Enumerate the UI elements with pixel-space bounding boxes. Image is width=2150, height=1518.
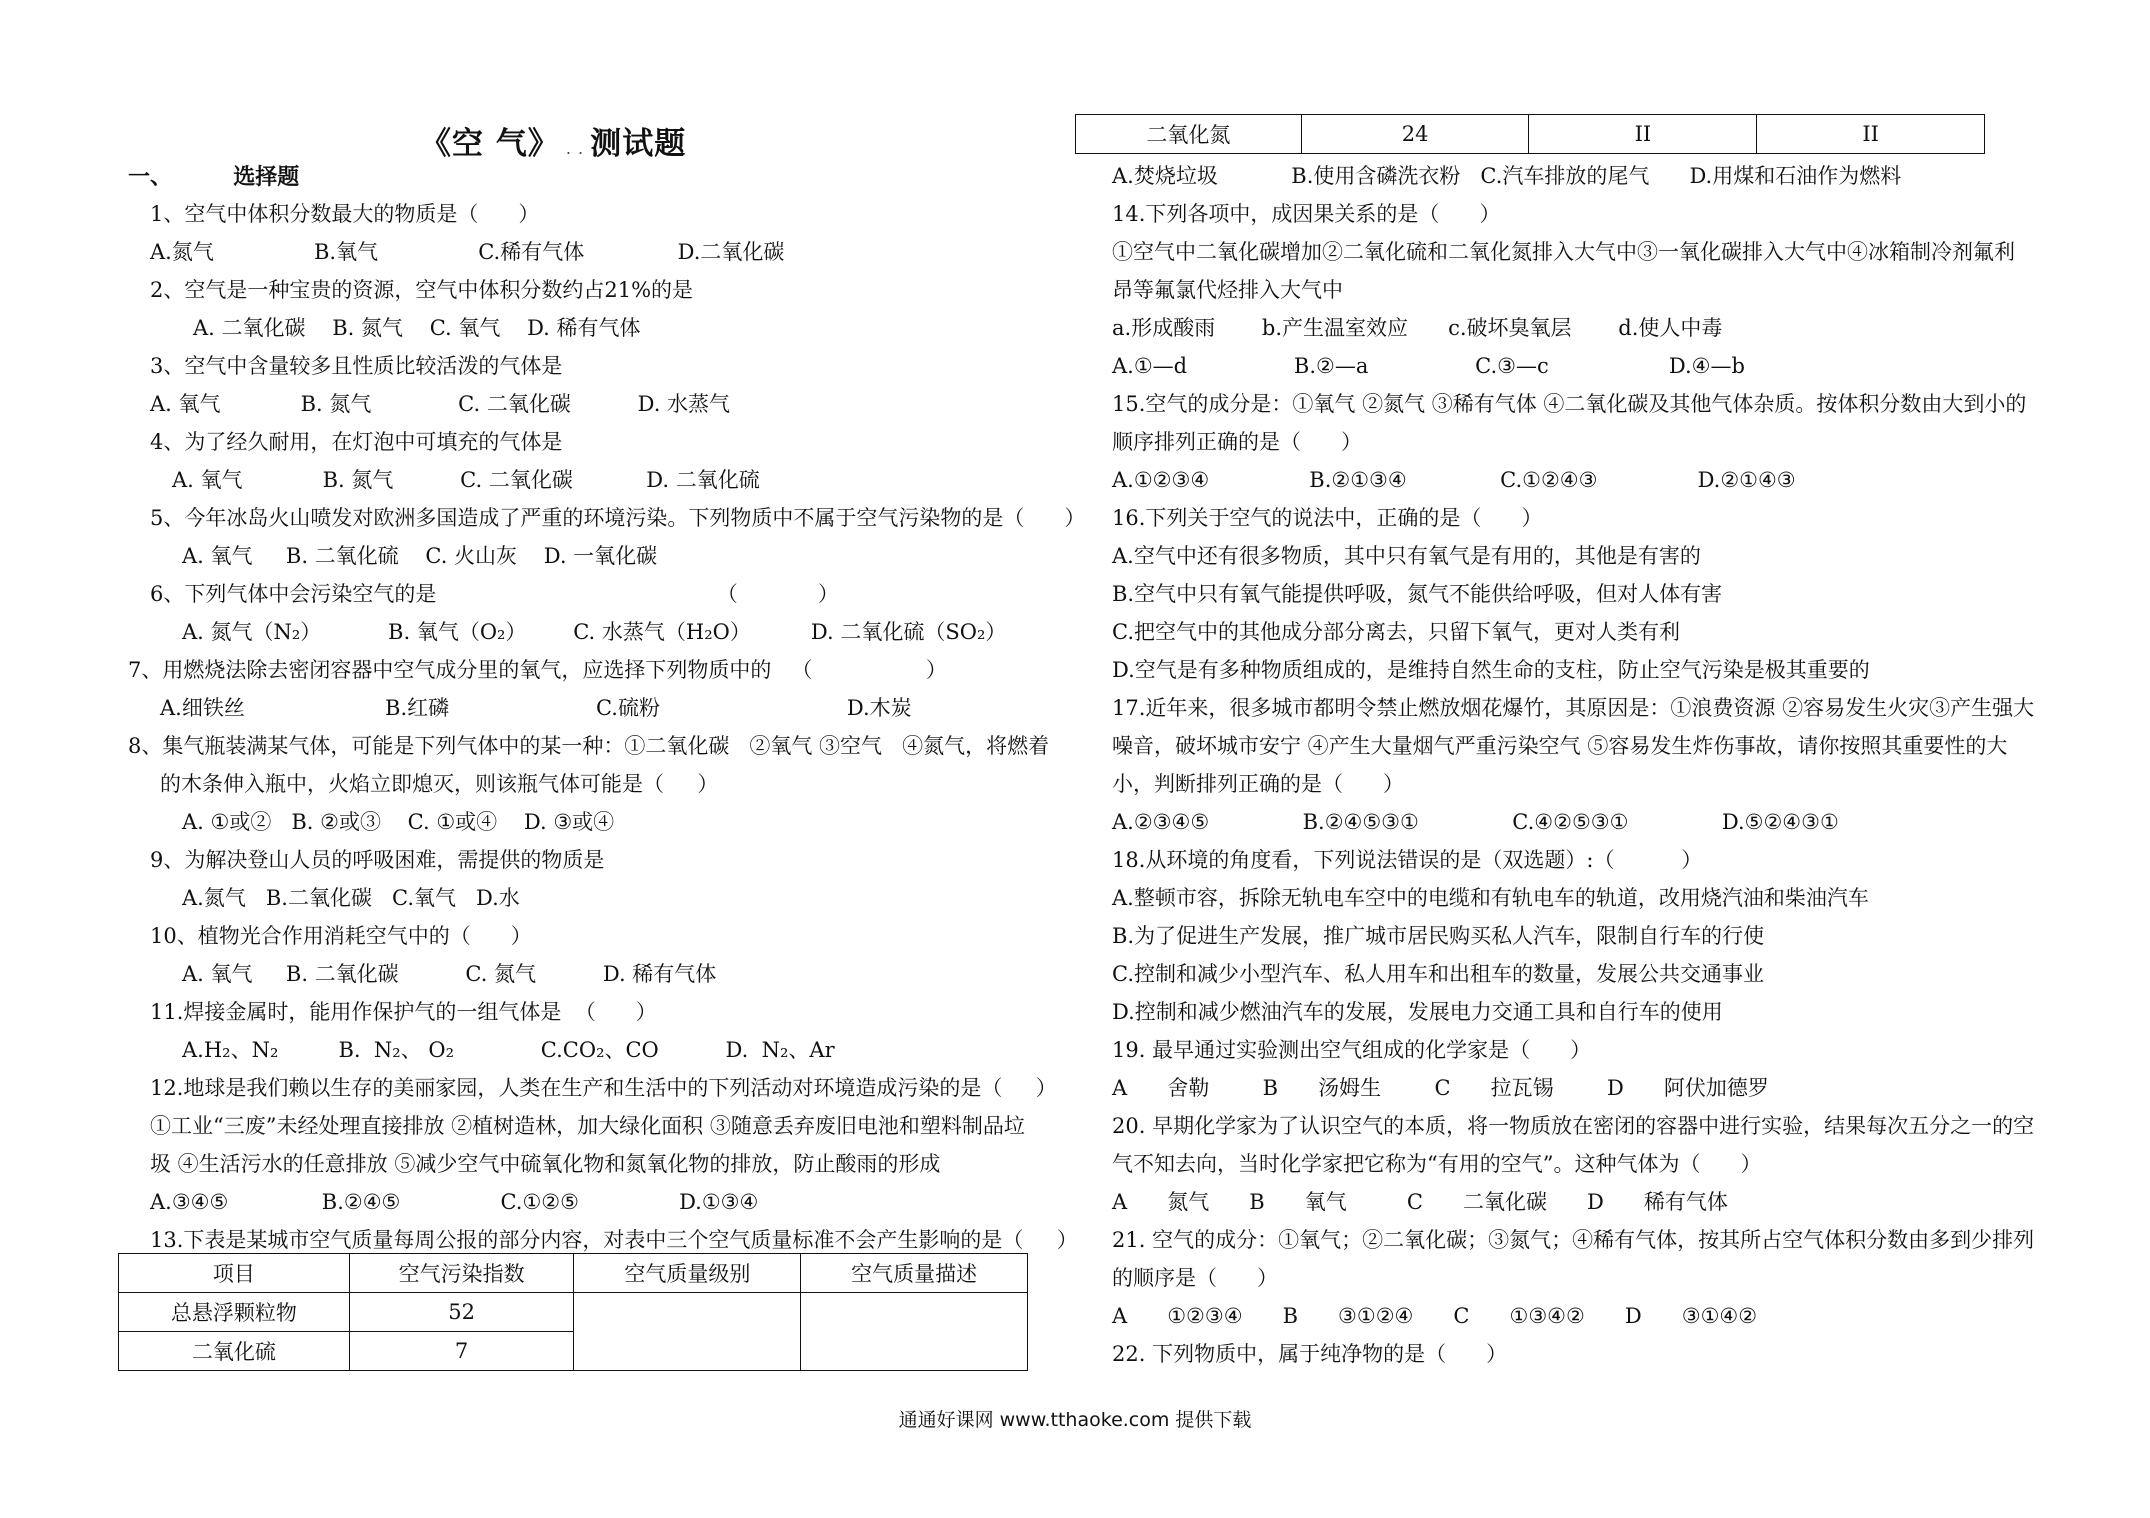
question-18-option-b: B.为了促进生产发展，推广城市居民购买私人汽车，限制自行车的行使	[1112, 924, 1765, 948]
table-header-cell: 项目	[119, 1254, 350, 1293]
table-row	[119, 1293, 1028, 1332]
question-12: 12.地球是我们赖以生存的美丽家园，人类在生产和生活中的下列活动对环境造成污染的是（ ）	[150, 1076, 1057, 1100]
question-20: 20. 早期化学家为了认识空气的本质，将一物质放在密闭的容器中进行实验，结果每次五分之一的空	[1112, 1114, 2035, 1138]
table-cell: II	[1529, 115, 1757, 154]
question-20-cont: 气不知去向，当时化学家把它称为“有用的空气”。这种气体为（ ）	[1112, 1152, 1762, 1176]
question-16-option-a: A.空气中还有很多物质，其中只有氧气是有用的，其他是有害的	[1112, 544, 1701, 568]
air-quality-table	[118, 1253, 1028, 1371]
question-3-options: A. 氧气 B. 氮气 C. 二氧化碳 D. 水蒸气	[150, 392, 731, 416]
table-header-cell: 空气质量级别	[574, 1254, 801, 1293]
question-2-options: A. 二氧化碳 B. 氮气 C. 氧气 D. 稀有气体	[193, 316, 641, 340]
question-17-cont-2: 小，判断排列正确的是（ ）	[1112, 772, 1405, 796]
question-18-option-c: C.控制和减少小型汽车、私人用车和出租车的数量，发展公共交通事业	[1112, 962, 1764, 986]
page-footer: 通通好课网 www.tthaoke.com 提供下载	[898, 1409, 1252, 1431]
question-5-options: A. 氧气 B. 二氧化硫 C. 火山灰 D. 一氧化碳	[182, 544, 658, 568]
question-9: 9、为解决登山人员的呼吸困难，需提供的物质是	[150, 848, 605, 872]
question-1: 1、空气中体积分数最大的物质是（ ）	[150, 202, 540, 226]
question-9-options: A.氮气 B.二氧化碳 C.氧气 D.水	[182, 886, 520, 910]
question-6: 6、下列气体中会污染空气的是 （ ）	[150, 582, 839, 606]
table-cell: 24	[1301, 115, 1529, 154]
question-16-option-b: B.空气中只有氧气能提供呼吸，氮气不能供给呼吸，但对人体有害	[1112, 582, 1723, 606]
table-cell: II	[1757, 115, 1985, 154]
question-15-cont: 顺序排列正确的是（ ）	[1112, 430, 1363, 454]
question-12-cont-1: ①工业“三废”未经处理直接排放 ②植树造林，加大绿化面积 ③随意丢弃废旧电池和塑料制品垃	[150, 1114, 1025, 1138]
table-cell: 52	[349, 1293, 574, 1332]
question-11-options: A.H₂、N₂ B. N₂、 O₂ C.CO₂、CO D. N₂、Ar	[182, 1038, 835, 1062]
question-3: 3、空气中含量较多且性质比较活泼的气体是	[150, 354, 563, 378]
table-cell: 二氧化氮	[1076, 115, 1302, 154]
table-cell: 7	[349, 1332, 574, 1371]
question-16-option-c: C.把空气中的其他成分部分离去，只留下氧气，更对人类有利	[1112, 620, 1680, 644]
question-17: 17.近年来，很多城市都明令禁止燃放烟花爆竹，其原因是：①浪费资源 ②容易发生火灾③产生强大	[1112, 696, 2035, 720]
title-rest: 测试题	[590, 126, 687, 162]
question-14-options: A.①—d B.②—a C.③—c D.④—b	[1112, 354, 1745, 378]
question-18-option-a: A.整顿市容，拆除无轨电车空中的电缆和有轨电车的轨道，改用烧汽油和柴油汽车	[1112, 886, 1869, 910]
table-header-row	[119, 1254, 1028, 1293]
question-12-options: A.③④⑤ B.②④⑤ C.①②⑤ D.①③④	[150, 1190, 759, 1214]
question-18-option-d: D.控制和减少燃油汽车的发展，发展电力交通工具和自行车的使用	[1112, 1000, 1723, 1024]
question-14-cont-2: 昂等氟氯代烃排入大气中	[1112, 278, 1343, 302]
question-10-options: A. 氧气 B. 二氧化碳 C. 氮气 D. 稀有气体	[182, 962, 717, 986]
question-6-options: A. 氮气（N₂） B. 氧气（O₂） C. 水蒸气（H₂O） D. 二氧化硫（SO₂）	[182, 620, 1007, 644]
question-16: 16.下列关于空气的说法中，正确的是（ ）	[1112, 506, 1543, 530]
title-dots: . .	[559, 139, 591, 158]
question-20-options: A 氮气 B 氧气 C 二氧化碳 D 稀有气体	[1112, 1190, 1728, 1214]
question-15-options: A.①②③④ B.②①③④ C.①②④③ D.②①④③	[1112, 468, 1796, 492]
question-12-cont-2: 圾 ④生活污水的任意排放 ⑤减少空气中硫氧化物和氮氧化物的排放，防止酸雨的形成	[150, 1152, 941, 1176]
table-cell	[801, 1293, 1028, 1371]
question-14-items: a.形成酸雨 b.产生温室效应 c.破坏臭氧层 d.使人中毒	[1112, 316, 1723, 340]
question-4-options: A. 氧气 B. 氮气 C. 二氧化碳 D. 二氧化硫	[172, 468, 760, 492]
question-17-cont-1: 噪音，破坏城市安宁 ④产生大量烟气严重污染空气 ⑤容易发生炸伤事故，请你按照其重要性的大	[1112, 734, 2008, 758]
question-14: 14.下列各项中，成因果关系的是（ ）	[1112, 202, 1501, 226]
question-13: 13.下表是某城市空气质量每周公报的部分内容，对表中三个空气质量标准不会产生影响的是（ ）	[150, 1228, 1078, 1252]
page-title	[420, 118, 686, 163]
table-cell	[574, 1293, 801, 1371]
question-1-options: A.氮气 B.氧气 C.稀有气体 D.二氧化碳	[150, 240, 785, 264]
title-main: 《空 气》	[420, 126, 560, 162]
question-11: 11.焊接金属时，能用作保护气的一组气体是 （ ）	[150, 1000, 657, 1024]
table-cell: 总悬浮颗粒物	[119, 1293, 350, 1332]
question-7-options: A.细铁丝 B.红磷 C.硫粉 D.木炭	[160, 696, 912, 720]
question-21-options: A ①②③④ B ③①②④ C ①③④② D ③①④②	[1112, 1304, 1758, 1328]
question-8: 8、集气瓶装满某气体，可能是下列气体中的某一种：①二氧化碳 ②氧气 ③空气 ④氮气，将燃着	[128, 734, 1050, 758]
table-header-cell: 空气质量描述	[801, 1254, 1028, 1293]
question-8-options: A. ①或② B. ②或③ C. ①或④ D. ③或④	[182, 810, 615, 834]
question-10: 10、植物光合作用消耗空气中的（ ）	[150, 924, 532, 948]
section-heading	[128, 162, 299, 192]
question-13-options: A.焚烧垃圾 B.使用含磷洗衣粉 C.汽车排放的尾气 D.用煤和石油作为燃料	[1112, 164, 1902, 188]
section-label: 选择题	[233, 164, 300, 190]
question-18: 18.从环境的角度看，下列说法错误的是（双选题）:（ ）	[1112, 848, 1703, 872]
table-header-cell: 空气污染指数	[349, 1254, 574, 1293]
section-number: 一、	[128, 164, 173, 190]
question-14-cont-1: ①空气中二氧化碳增加②二氧化硫和二氧化氮排入大气中③一氧化碳排入大气中④冰箱制冷剂氟利	[1112, 240, 2015, 264]
question-8-cont: 的木条伸入瓶中，火焰立即熄灭，则该瓶气体可能是（ ）	[160, 772, 719, 796]
question-22: 22. 下列物质中，属于纯净物的是（ ）	[1112, 1342, 1508, 1366]
question-2: 2、空气是一种宝贵的资源，空气中体积分数约占21%的是	[150, 278, 694, 302]
question-21: 21. 空气的成分：①氧气；②二氧化碳；③氮气；④稀有气体，按其所占空气体积分数由多到少排列	[1112, 1228, 2035, 1252]
question-16-option-d: D.空气是有多种物质组成的，是维持自然生命的支柱，防止空气污染是极其重要的	[1112, 658, 1870, 682]
question-19-options: A 舍勒 B 汤姆生 C 拉瓦锡 D 阿伏加德罗	[1112, 1076, 1769, 1100]
question-7: 7、用燃烧法除去密闭容器中空气成分里的氧气，应选择下列物质中的 （ ）	[128, 658, 947, 682]
question-21-cont: 的顺序是（ ）	[1112, 1266, 1279, 1290]
question-4: 4、为了经久耐用，在灯泡中可填充的气体是	[150, 430, 563, 454]
question-5: 5、今年冰岛火山喷发对欧洲多国造成了严重的环境污染。下列物质中不属于空气污染物的是（ ）	[150, 506, 1086, 530]
question-17-options: A.②③④⑤ B.②④⑤③① C.④②⑤③① D.⑤②④③①	[1112, 810, 1839, 834]
question-15: 15.空气的成分是：①氧气 ②氮气 ③稀有气体 ④二氧化碳及其他气体杂质。按体积分数由大到小的	[1112, 392, 2027, 416]
table-row	[1076, 115, 1985, 154]
table-cell: 二氧化硫	[119, 1332, 350, 1371]
question-19: 19. 最早通过实验测出空气组成的化学家是（ ）	[1112, 1038, 1592, 1062]
air-quality-table-continued	[1075, 114, 1985, 154]
